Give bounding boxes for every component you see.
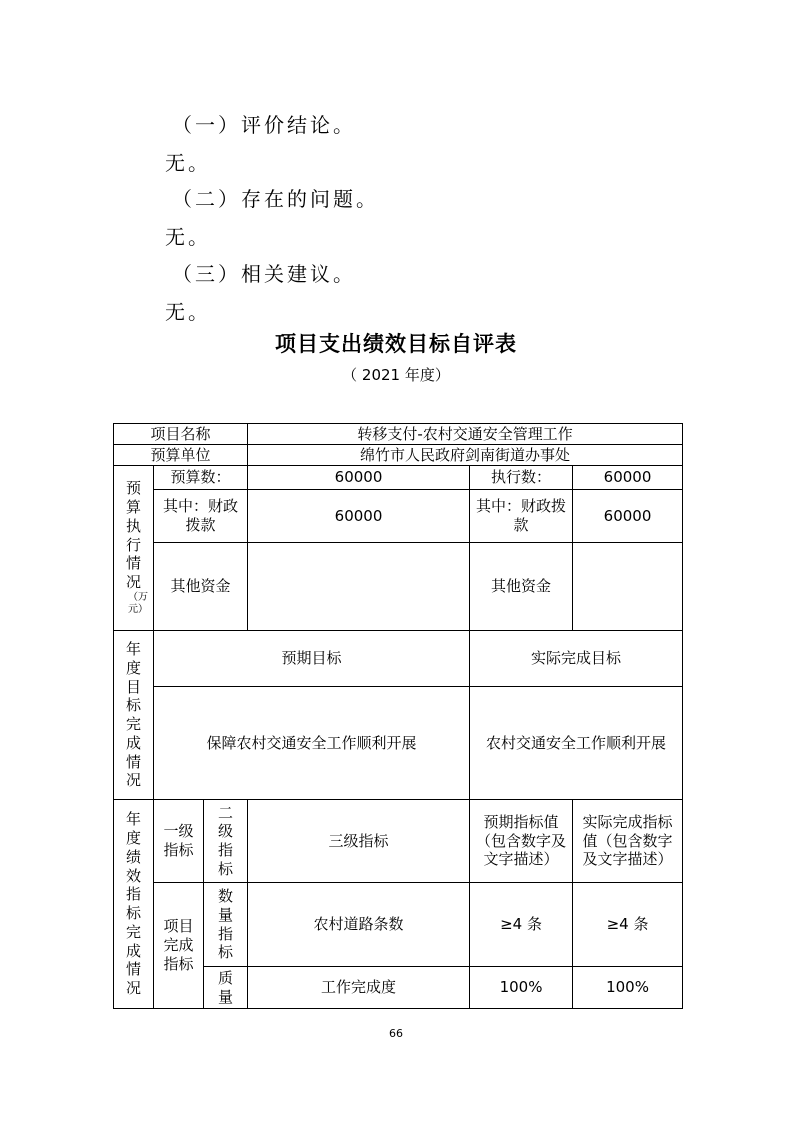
section-body-suggestions: 无。	[165, 300, 211, 324]
table-row	[114, 466, 683, 490]
table-row	[114, 687, 683, 800]
actual-goal-header: 实际完成目标	[470, 631, 683, 687]
project-name-value: 转移支付-农村交通安全管理工作	[248, 424, 683, 445]
budget-unit-label: 预算单位	[114, 445, 248, 466]
table-row	[114, 543, 683, 631]
table-subtitle: （ 2021 年度）	[342, 366, 450, 384]
fiscal-exec-label: 其中：财政拨款	[470, 490, 573, 543]
section-body-conclusion: 无。	[165, 151, 211, 175]
expected-goal-value: 保障农村交通安全工作顺利开展	[154, 687, 470, 800]
level2-header: 二级指标	[204, 800, 248, 883]
expected-goal-header: 预期目标	[154, 631, 470, 687]
performance-indicators-label: 年度绩效指标完成情况	[114, 800, 154, 1009]
indicator-expected-value: ≥4 条	[470, 883, 573, 967]
annual-goal-label: 年度目标完成情况	[114, 631, 154, 800]
fiscal-budget-value: 60000	[248, 490, 470, 543]
table-row	[114, 631, 683, 687]
table-row	[114, 424, 683, 445]
performance-self-evaluation-table	[113, 423, 683, 1009]
indicator-name: 工作完成度	[248, 967, 470, 1009]
budget-amount-value: 60000	[248, 466, 470, 490]
budget-exec-label: 预算执行情况 （万元）	[114, 466, 154, 631]
actual-value-header: 实际完成指标值（包含数字及文字描述）	[573, 800, 683, 883]
table-row	[114, 490, 683, 543]
budget-unit-value: 绵竹市人民政府剑南街道办事处	[248, 445, 683, 466]
budget-amount-label: 预算数：	[154, 466, 248, 490]
level3-header: 三级指标	[248, 800, 470, 883]
indicator-expected-value: 100%	[470, 967, 573, 1009]
section-heading-problems: （二）存在的问题。	[172, 187, 379, 211]
page-number: 66	[389, 1027, 403, 1040]
other-funds-label: 其他资金	[154, 543, 248, 631]
exec-amount-value: 60000	[573, 466, 683, 490]
table-title: 项目支出绩效目标自评表	[275, 332, 517, 356]
other-funds-exec-label: 其他资金	[470, 543, 573, 631]
section-body-problems: 无。	[165, 225, 211, 249]
table-row	[114, 883, 683, 967]
indicator-name: 农村道路条数	[248, 883, 470, 967]
fiscal-budget-label: 其中：财政拨款	[154, 490, 248, 543]
fiscal-exec-value: 60000	[573, 490, 683, 543]
expected-value-header: 预期指标值（包含数字及文字描述）	[470, 800, 573, 883]
section-heading-conclusion: （一）评价结论。	[172, 113, 356, 137]
level2-item-quality: 质量	[204, 967, 248, 1009]
level1-item: 项目完成指标	[154, 883, 204, 1009]
other-funds-budget	[248, 543, 470, 631]
indicator-actual-value: ≥4 条	[573, 883, 683, 967]
table-row	[114, 445, 683, 466]
project-name-label: 项目名称	[114, 424, 248, 445]
actual-goal-value: 农村交通安全工作顺利开展	[470, 687, 683, 800]
level2-item-quantity: 数量指标	[204, 883, 248, 967]
exec-amount-label: 执行数：	[470, 466, 573, 490]
other-funds-exec	[573, 543, 683, 631]
section-heading-suggestions: （三）相关建议。	[172, 262, 356, 286]
level1-header: 一级指标	[154, 800, 204, 883]
indicator-actual-value: 100%	[573, 967, 683, 1009]
table-row	[114, 800, 683, 883]
